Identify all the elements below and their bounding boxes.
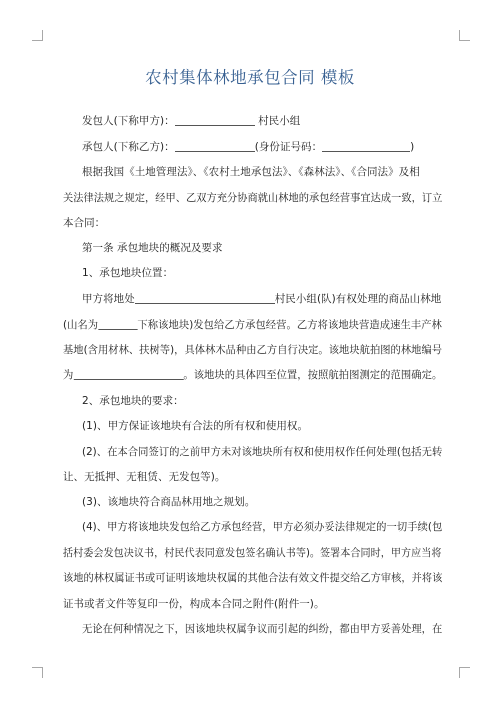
- list-item: (2)、在本合同签订的之前甲方未对该地块所有权和使用权作任何处理(包括无转: [82, 446, 443, 458]
- list-item: (3)、该地块符合商品林用地之规划。: [82, 496, 256, 508]
- mountain-name-line: [63, 318, 442, 332]
- location-label: 甲方将地处: [82, 293, 135, 305]
- paragraph-line: 关法律法规之规定，经甲、乙双方充分协商就山林地的承包经营事宜达成一致，订立: [63, 192, 443, 204]
- section-heading: 2、承包地块的要求：: [82, 395, 184, 407]
- forest-number-blank: [73, 369, 183, 380]
- location-blank: [135, 293, 275, 304]
- location-suffix: 村民小组(队)有权处理的商品山林地: [274, 293, 442, 305]
- location-line: [82, 292, 441, 306]
- paragraph-line: 本合同：: [63, 217, 106, 229]
- mountain-name-blank: [98, 319, 137, 330]
- list-item: (4)、甲方将该地块发包给乙方承包经营，甲方必须办妥法律规定的一切手续(包: [82, 521, 443, 533]
- section-heading: 1、承包地块位置：: [82, 267, 174, 279]
- contractor-blank: [175, 141, 255, 152]
- crop-mark-top-left: [32, 30, 43, 41]
- contractor-line: [82, 140, 414, 154]
- mountain-name-label: (山名为: [63, 319, 99, 331]
- paragraph-line: 括村委会发包决议书，村民代表同意发包签名确认书等)。签署本合同时，甲方应当将: [63, 547, 442, 559]
- forest-number-line: [63, 368, 442, 382]
- mountain-name-suffix: 下称该地块)发包给乙方承包经营。乙方将该地块营造成速生丰产林: [137, 319, 442, 331]
- employer-line: [82, 114, 300, 128]
- employer-label: 发包人(下称甲方)：: [82, 115, 175, 127]
- forest-number-suffix: 。该地块的具体四至位置，按照航拍图测定的范围确定。: [183, 369, 443, 381]
- id-number-close: ): [410, 141, 415, 153]
- paragraph-line: 根据我国《土地管理法》、《农村土地承包法》、《森林法》、《合同法》及相: [82, 166, 420, 178]
- paragraph-line: 该地的林权属证书或可证明该地块权属的其他合法有效文件提交给乙方审核，并将该: [63, 572, 443, 584]
- forest-number-label: 为: [63, 369, 74, 381]
- list-item: (1)、甲方保证该地块有合法的所有权和使用权。: [82, 420, 309, 432]
- paragraph-line: 让、无抵押、无租赁、无发包等)。: [63, 471, 226, 483]
- id-number-blank: [322, 141, 410, 152]
- crop-mark-bottom-right: [459, 667, 470, 678]
- document-title: 农村集体林地承包合同 模板: [145, 68, 355, 87]
- paragraph-line: 基地(含用材林、扶树等)，具体林木品种由乙方自行决定。该地块航拍图的林地编号: [63, 344, 443, 356]
- crop-mark-bottom-left: [32, 667, 43, 678]
- contractor-label: 承包人(下称乙方)：: [82, 141, 175, 153]
- paragraph-line: 证书或者文件等复印一份，构成本合同之附件(附件一)。: [63, 598, 325, 610]
- crop-mark-top-right: [459, 30, 470, 41]
- employer-blank: [175, 115, 255, 126]
- article-heading: 第一条 承包地块的概况及要求: [82, 242, 223, 254]
- paragraph-line: 无论在何种情况之下，因该地块权属争议而引起的纠纷，都由甲方妥善处理，在: [82, 623, 443, 635]
- id-number-label: (身份证号码：: [254, 141, 323, 153]
- employer-suffix: 村民小组: [258, 115, 301, 127]
